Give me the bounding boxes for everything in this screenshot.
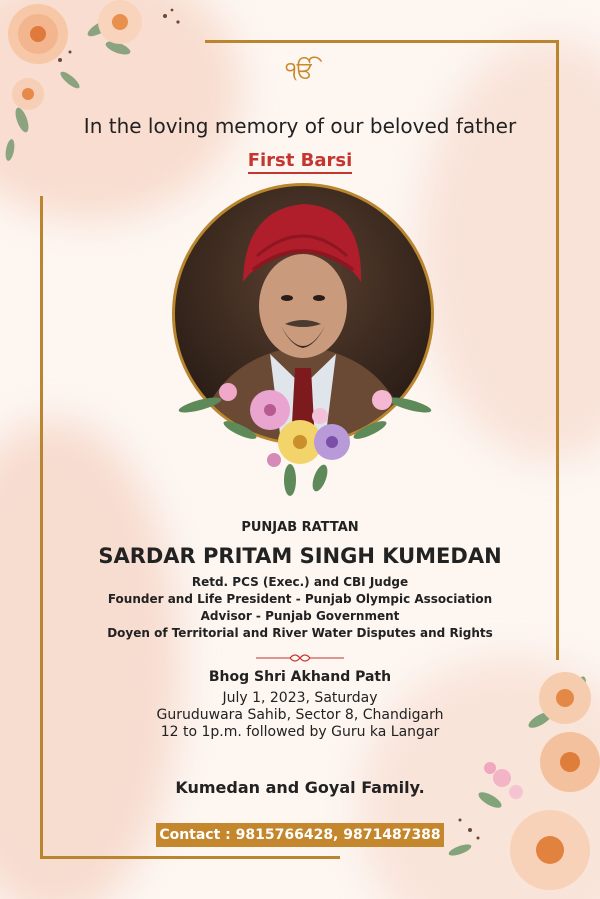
memory-line: In the loving memory of our beloved father	[83, 114, 517, 138]
honoree-role: Retd. PCS (Exec.) and CBI Judge	[191, 575, 409, 589]
event-title: Bhog Shri Akhand Path	[208, 669, 392, 685]
family-name: Kumedan and Goyal Family.	[175, 778, 425, 797]
floral-corner-bottom-right	[430, 650, 600, 899]
occasion-title	[0, 150, 600, 171]
frame-bottom	[40, 856, 340, 859]
event-venue: Guruduwara Sahib, Sector 8, Chandigarh	[156, 707, 444, 723]
floral-bouquet	[170, 360, 440, 500]
event-time: 12 to 1p.m. followed by Guru ka Langar	[160, 724, 440, 740]
watercolor-wash	[420, 40, 600, 460]
honoree-title: PUNJAB RATTAN	[241, 520, 359, 535]
contact-banner: Contact : 9815766428, 9871487388	[156, 823, 444, 847]
honoree-role: Advisor - Punjab Government	[200, 609, 400, 623]
event-date: July 1, 2023, Saturday	[222, 690, 378, 706]
frame-top	[205, 40, 558, 43]
honoree-role: Doyen of Territorial and River Water Disputes and Rights	[107, 626, 493, 640]
honoree-role: Founder and Life President - Punjab Olympic Association	[107, 592, 493, 606]
ornamental-divider	[256, 651, 344, 665]
occasion-title-text: First Barsi	[248, 150, 353, 174]
honoree-name: SARDAR PRITAM SINGH KUMEDAN	[98, 544, 502, 568]
watercolor-wash	[0, 420, 180, 899]
floral-corner-top-left	[0, 0, 200, 170]
ek-onkar-symbol: ੴ	[285, 56, 315, 84]
